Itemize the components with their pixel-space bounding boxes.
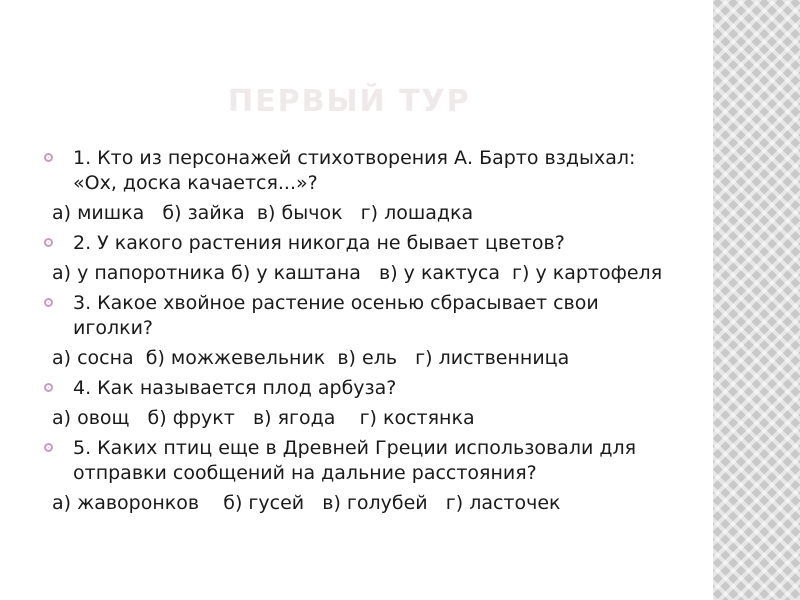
bullet-icon	[44, 238, 53, 247]
answer-options-3: а) сосна б) можжевельник в) ель г) лиственница	[52, 347, 570, 369]
bullet-icon	[44, 153, 53, 162]
question-list	[44, 146, 674, 521]
answer-options-4: а) овощ б) фрукт в) ягода г) костянка	[52, 407, 475, 429]
question-5	[44, 436, 674, 486]
answer-options-2: а) у папоротника б) у каштана в) у кактуса г) у картофеля	[52, 262, 663, 284]
slide-title: ПЕРВЫЙ ТУР	[228, 84, 471, 119]
question-text: 4. Как называется плод арбуза?	[73, 377, 397, 399]
bullet-icon	[44, 383, 53, 392]
question-4	[44, 376, 674, 401]
question-1	[44, 146, 674, 196]
decorative-side-band	[713, 0, 800, 600]
bullet-icon	[44, 443, 53, 452]
question-3	[44, 291, 674, 341]
question-text: 1. Кто из персонажей стихотворения А. Барто вздыхал: «Ох, доска качается...»?	[73, 147, 636, 194]
question-text: 5. Каких птиц еще в Древней Греции использовали для отправки сообщений на дальние расстояния?	[73, 437, 637, 484]
answer-options-5: а) жаворонков б) гусей в) голубей г) ласточек	[52, 492, 561, 514]
question-text: 3. Какое хвойное растение осенью сбрасывает свои иголки?	[73, 292, 599, 339]
question-2	[44, 231, 674, 256]
bullet-icon	[44, 298, 53, 307]
answer-options-1: а) мишка б) зайка в) бычок г) лошадка	[52, 202, 474, 224]
question-text: 2. У какого растения никогда не бывает цветов?	[73, 232, 565, 254]
